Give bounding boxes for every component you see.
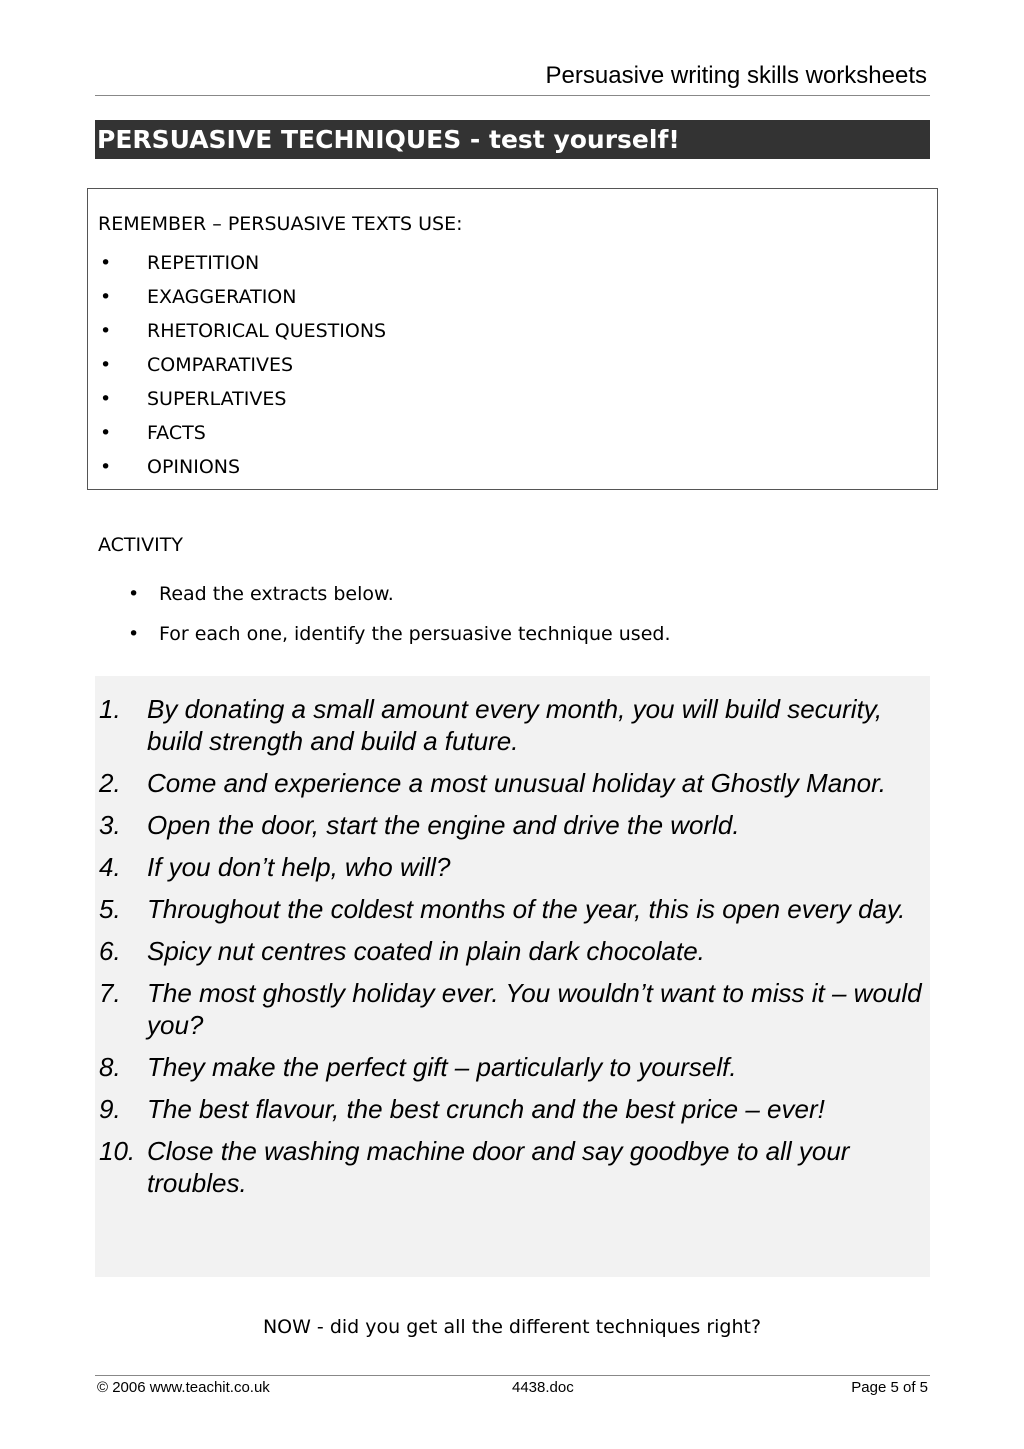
extract-item: 7. The most ghostly holiday ever. You wouldn’t want to miss it – would you?	[99, 978, 922, 1040]
bullet-icon: •	[100, 456, 112, 478]
extract-item: 9. The best flavour, the best crunch and the best price – ever!	[99, 1094, 825, 1124]
extract-item: 3. Open the door, start the engine and drive the world.	[99, 810, 740, 840]
footer-page-number: Page 5 of 5	[851, 1379, 928, 1396]
bullet-icon: •	[100, 422, 112, 444]
extract-item: 6. Spicy nut centres coated in plain dark chocolate.	[99, 936, 705, 966]
extract-item: 10. Close the washing machine door and say goodbye to all your troubles.	[99, 1136, 850, 1198]
extract-item: 2. Come and experience a most unusual holiday at Ghostly Manor.	[99, 768, 886, 798]
extract-item: 5. Throughout the coldest months of the year, this is open every day.	[99, 894, 906, 924]
extracts-list	[95, 693, 930, 1209]
worksheet-title: PERSUASIVE TECHNIQUES - test yourself!	[97, 125, 680, 154]
bullet-icon: •	[100, 354, 112, 376]
worksheet-title-bar	[95, 120, 930, 159]
bullet-icon: •	[128, 623, 140, 645]
extracts-box	[95, 676, 930, 1277]
extract-item: 4. If you don’t help, who will?	[99, 852, 451, 882]
bullet-icon: •	[100, 388, 112, 410]
extract-item: 1. By donating a small amount every month, you will build security, build strength and build a future.	[99, 694, 883, 756]
header-divider	[95, 95, 930, 96]
bullet-icon: •	[100, 286, 112, 308]
remember-box: REMEMBER – PERSUASIVE TEXTS USE: • REPETITION • EXAGGERATION • RHETORICAL QUESTIONS • COMPARATIVES • SUPERLATIVES • FACTS • OPINIONS	[87, 188, 938, 490]
bullet-icon: •	[128, 583, 140, 605]
bullet-icon: •	[100, 320, 112, 342]
page-header-title: Persuasive writing skills worksheets	[545, 62, 927, 89]
bullet-icon: •	[100, 252, 112, 274]
remember-heading: REMEMBER – PERSUASIVE TEXTS USE:	[98, 213, 463, 235]
footer-copyright: © 2006 www.teachit.co.uk	[97, 1379, 270, 1396]
closing-question: NOW - did you get all the different techniques right?	[262, 1316, 762, 1338]
activity-heading: ACTIVITY	[98, 534, 183, 556]
extract-item: 8. They make the perfect gift – particularly to yourself.	[99, 1052, 737, 1082]
footer-divider	[95, 1375, 930, 1376]
footer-filename: 4438.doc	[512, 1379, 574, 1396]
